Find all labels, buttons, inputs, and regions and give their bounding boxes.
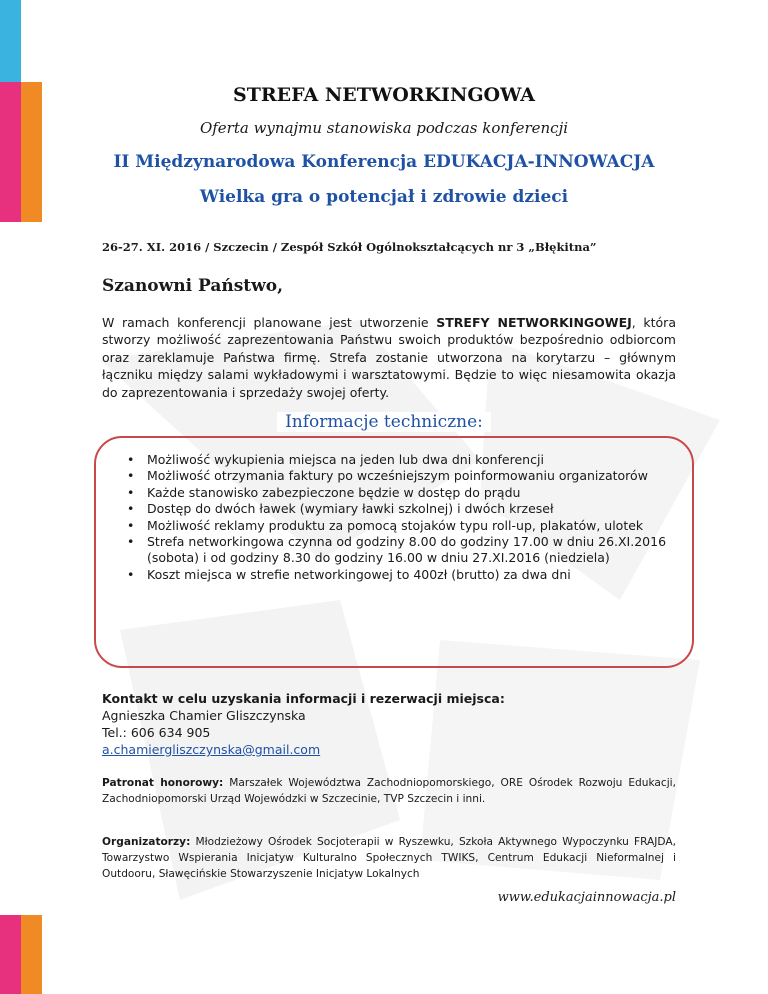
technical-info-list	[127, 452, 667, 583]
patronage-text: Marszałek Województwa Zachodniopomorskiego, ORE Ośrodek Rozwoju Edukacji, Zachodniopomorski Urząd Wojewódzki w Szczecinie, TVP Szczecin i inni.	[102, 777, 676, 805]
intro-text-bold: STREFY NETWORKINGOWEJ	[436, 315, 632, 330]
greeting: Szanowni Państwo,	[102, 276, 284, 296]
contact-name: Agnieszka Chamier Gliszczynska	[102, 708, 306, 723]
conference-name: II Międzynarodowa Konferencja EDUKACJA-INNOWACJA	[113, 152, 655, 172]
patronage-label: Patronat honorowy:	[102, 777, 224, 789]
intro-paragraph	[102, 314, 676, 401]
page-title: STREFA NETWORKINGOWA	[233, 84, 535, 106]
contact-section	[102, 690, 505, 758]
list-item: • Strefa networkingowa czynna od godziny 8.00 do godziny 17.00 w dniu 26.XI.2016 (sobota) i od godziny 8.30 do godziny 16.00 w dniu 27.XI.2016 (niedziela)	[127, 534, 667, 567]
intro-text-after: , która stworzy możliwość zaprezentowania Państwu swoich produktów bezpośrednio odbiorcom oraz zareklamuje Państwa firmę. Strefa zostanie utworzona na korytarzu – głównym łączniku między salami wykładowymi i warsztatowymi. Będzie to więc niesamowita okazja do zaprezentowania i sprzedaży swojej oferty.	[102, 315, 676, 400]
intro-text-before: W ramach konferencji planowane jest utworzenie	[102, 315, 437, 330]
organizers-label: Organizatorzy:	[102, 836, 191, 848]
contact-email-link[interactable]: a.chamiergliszczynska@gmail.com	[102, 742, 321, 757]
list-item: • Każde stanowisko zabezpieczone będzie w dostęp do prądu	[127, 485, 667, 501]
list-item: • Możliwość otrzymania faktury po wcześniejszym poinformowaniu organizatorów	[127, 468, 667, 484]
event-dateline: 26-27. XI. 2016 / Szczecin / Zespół Szkół Ogólnokształcących nr 3 „Błękitna”	[102, 240, 597, 254]
patronage-paragraph	[102, 775, 676, 807]
conference-theme: Wielka gra o potencjał i zdrowie dzieci	[199, 187, 569, 207]
list-item: • Dostęp do dwóch ławek (wymiary ławki szkolnej) i dwóch krzeseł	[127, 501, 667, 517]
website-link[interactable]: www.edukacjainnowacja.pl	[497, 890, 676, 905]
organizers-paragraph	[102, 834, 676, 882]
contact-phone: Tel.: 606 634 905	[102, 725, 211, 740]
technical-info-title-text: Informacje techniczne:	[277, 412, 491, 432]
list-item: • Możliwość reklamy produktu za pomocą stojaków typu roll-up, plakatów, ulotek	[127, 518, 667, 534]
page-subtitle: Oferta wynajmu stanowiska podczas konferencji	[199, 119, 569, 137]
contact-heading: Kontakt w celu uzyskania informacji i rezerwacji miejsca:	[102, 691, 505, 706]
list-item: • Możliwość wykupienia miejsca na jeden lub dwa dni konferencji	[127, 452, 667, 468]
organizers-text: Młodzieżowy Ośrodek Socjoterapii w Ryszewku, Szkoła Aktywnego Wypoczynku FRAJDA, Towarzystwo Wspierania Inicjatyw Kulturalno Społecznych TWIKS, Centrum Edukacji Nieformalnej i Outdooru, Sławęcińskie Stowarzyszenie Inicjatyw Lokalnych	[102, 836, 676, 880]
technical-info-title	[0, 412, 768, 432]
list-item: • Koszt miejsca w strefie networkingowej to 400zł (brutto) za dwa dni	[127, 567, 667, 583]
